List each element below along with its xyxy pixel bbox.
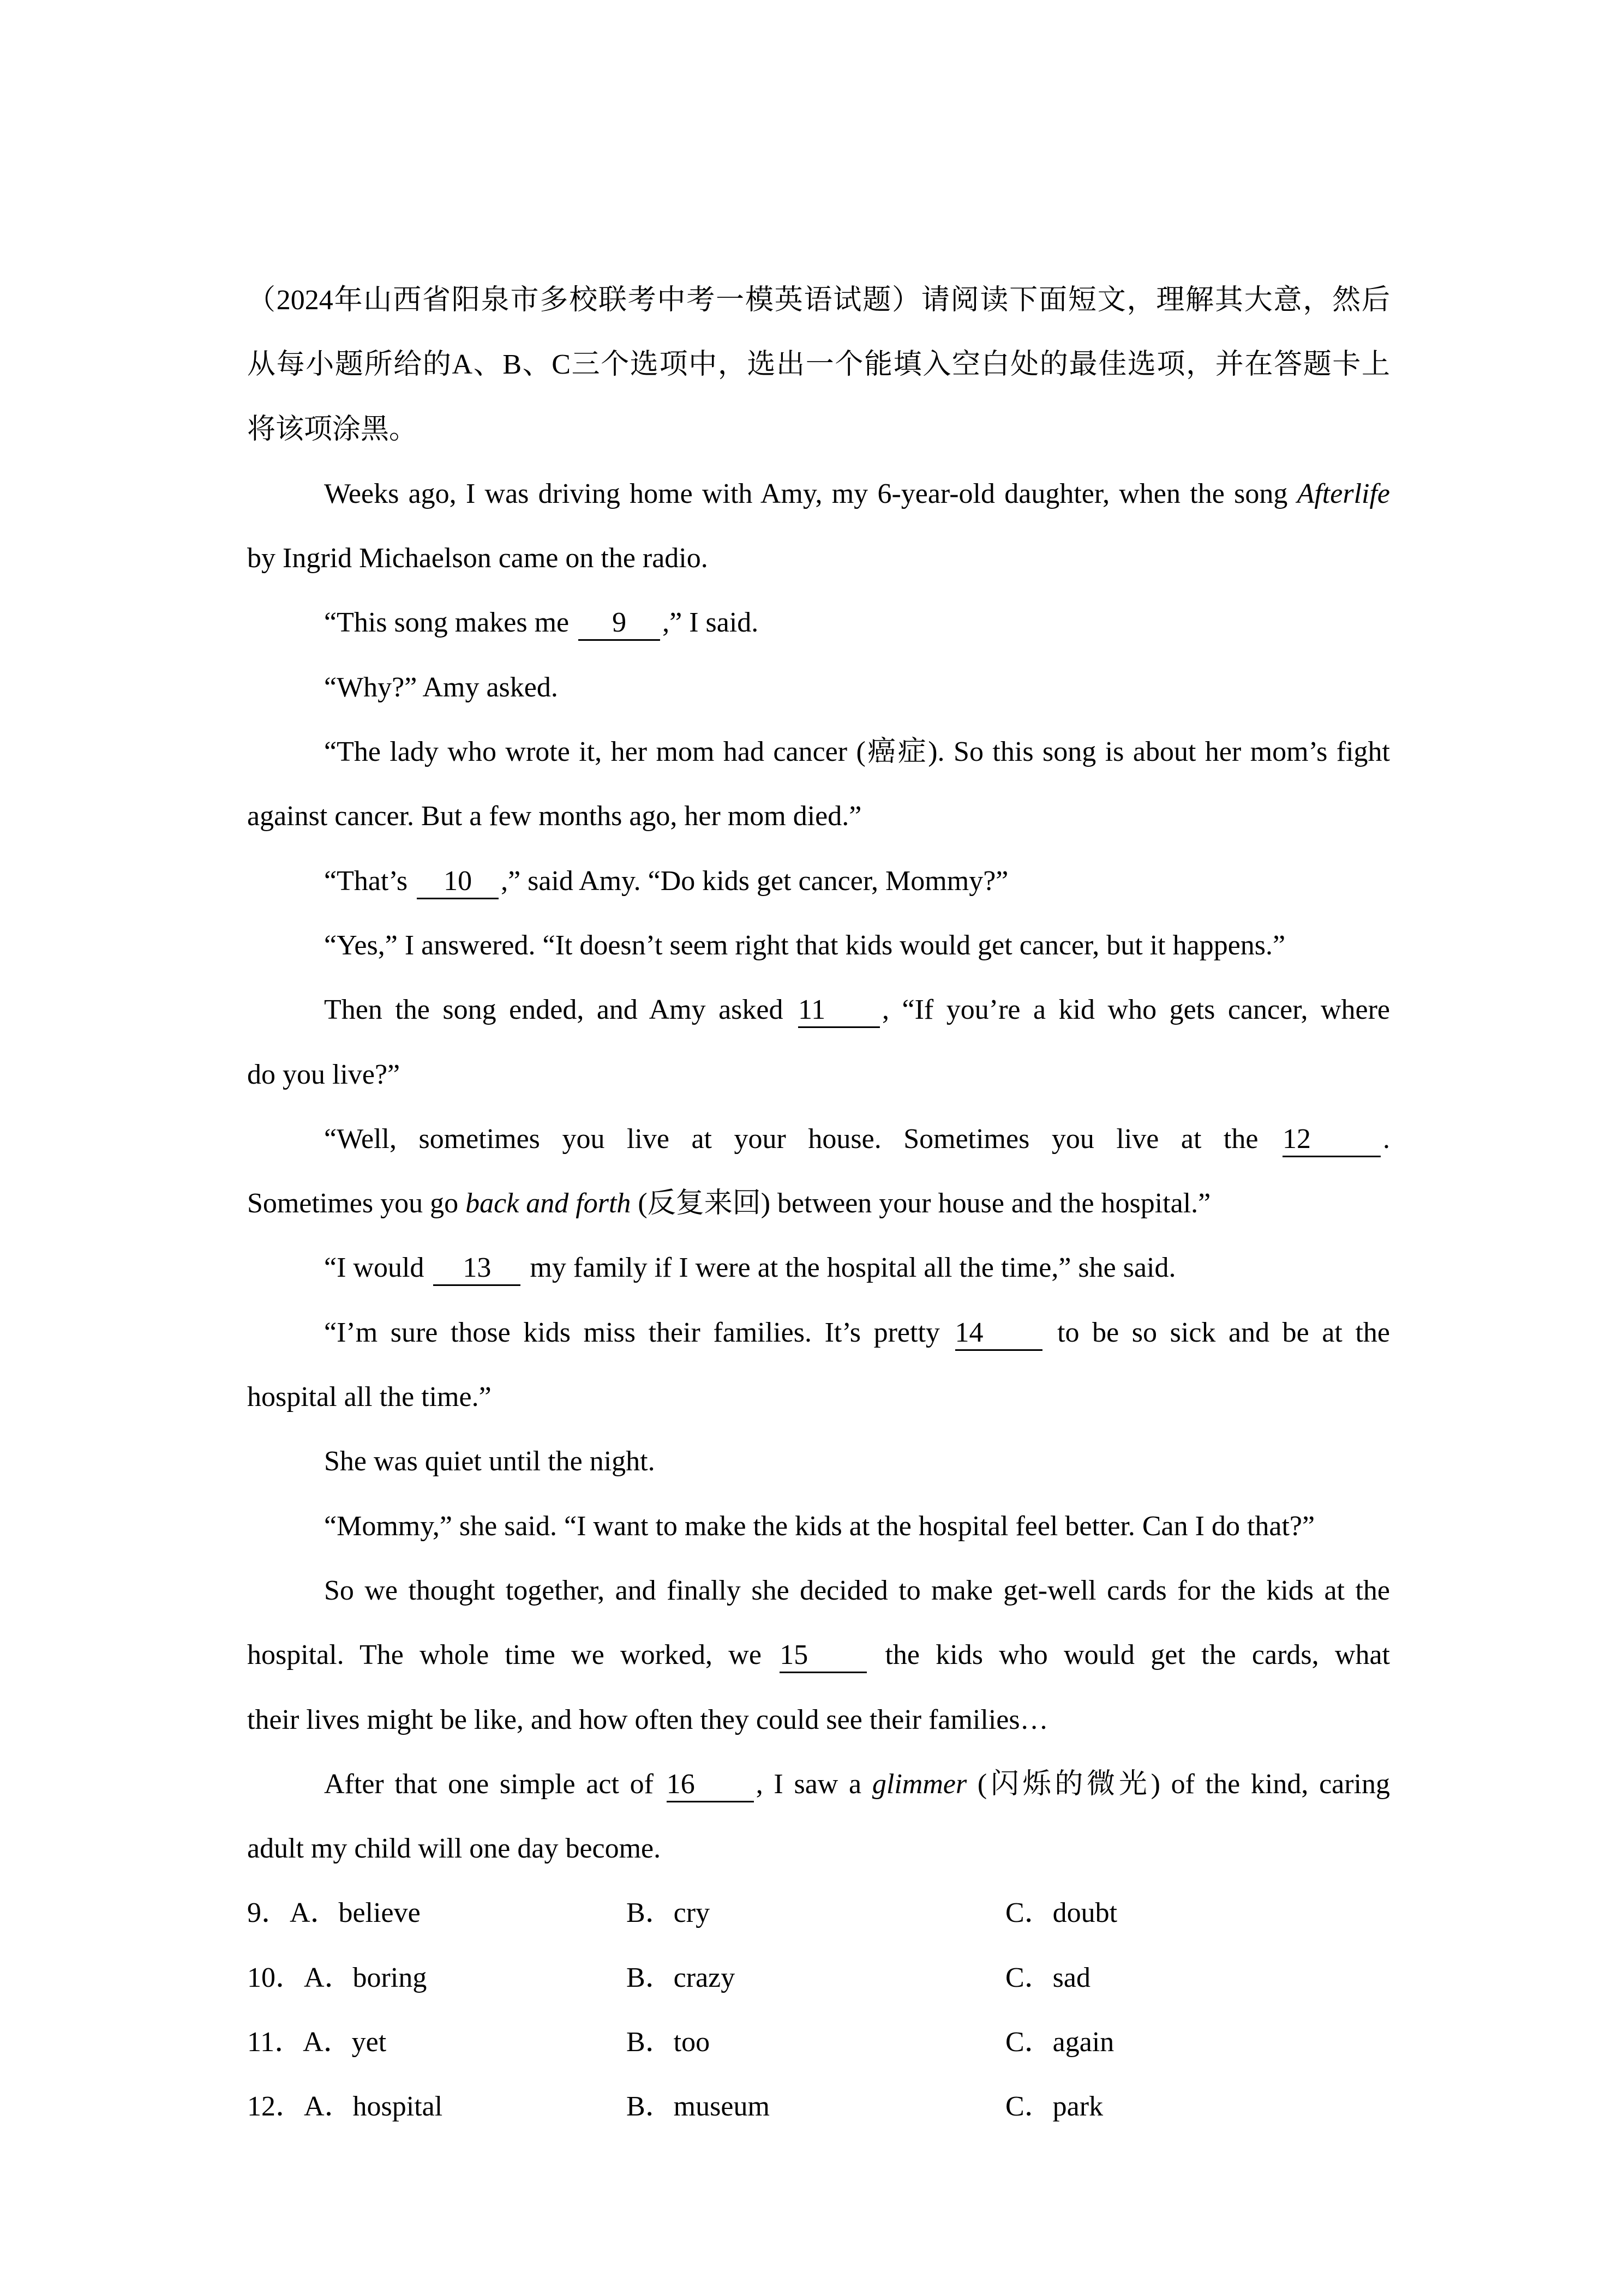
text: . [1383,1123,1390,1155]
text: hospital. The whole time we worked, we [247,1639,778,1671]
option-c[interactable]: C．park [1005,2091,1104,2123]
paragraph-13-line-2 [247,1623,1390,1687]
paragraph-8-line-1 [247,1107,1390,1171]
question-11 [247,2010,1390,2075]
blank-12: 12 [1283,1123,1381,1157]
question-10 [247,1946,1390,2010]
paragraph-8-line-2 [247,1171,1390,1236]
paragraph-6: “Yes,” I answered. “It doesn’t seem right that kids would get cancer, but it happens.” [324,929,1286,961]
paragraph-11: She was quiet until the night. [324,1446,655,1477]
text: After that one simple act of [324,1768,664,1800]
text: , I saw a [756,1768,872,1800]
text: “I’m sure those kids miss their families. It’s pretty [324,1317,953,1348]
text: ,” I said. [662,607,759,639]
option-b[interactable]: B．too [626,2027,710,2058]
blank-15: 15 [780,1639,867,1673]
text: to be so sick and be at the [1044,1317,1390,1348]
text: Sometimes you go [247,1188,466,1219]
option-b[interactable]: B．museum [626,2091,770,2123]
question-12 [247,2075,1390,2139]
text: (反复来回) between your house and the hospital.” [631,1188,1211,1219]
paragraph-2 [247,591,1390,655]
text: Then the song ended, and Amy asked [324,994,796,1026]
option-a[interactable]: 9．A．believe [247,1897,421,1929]
option-b[interactable]: B．cry [626,1897,710,1929]
paragraph-4-line-1: “The lady who wrote it, her mom had cancer (癌症). So this song is about her mom’s fight [324,736,1390,768]
song-title: Afterlife [1297,478,1390,509]
italic-phrase: back and forth [465,1188,631,1219]
text: the kids who would get the cards, what [869,1639,1390,1671]
paragraph-10-line-2: hospital all the time.” [247,1381,492,1413]
paragraph-10-line-1 [247,1301,1390,1365]
text: “This song makes me [324,607,577,639]
text: (闪烁的微光) of the kind, caring [967,1768,1391,1800]
option-c[interactable]: C．sad [1005,1962,1091,1993]
paragraph-7-line-1 [247,978,1390,1042]
instruction-line-3: 将该项涂黑。 [247,413,418,445]
option-a[interactable]: 10．A．boring [247,1962,427,1993]
option-c[interactable]: C．doubt [1005,1897,1118,1929]
blank-11: 11 [798,994,880,1028]
blank-14: 14 [955,1317,1042,1351]
text: , “If you’re a kid who gets cancer, where [882,994,1390,1026]
text: Weeks ago, I was driving home with Amy, my 6-year-old daughter, when the song [324,478,1297,509]
option-c[interactable]: C．again [1005,2027,1114,2058]
paragraph-12: “Mommy,” she said. “I want to make the kids at the hospital feel better. Can I do that?” [324,1510,1315,1542]
paragraph-3: “Why?” Amy asked. [324,671,558,703]
paragraph-13-line-3: their lives might be like, and how often they could see their families… [247,1704,1048,1735]
paragraph-14-line-2: adult my child will one day become. [247,1833,661,1865]
document-page [247,268,1390,2139]
paragraph-14-line-1 [247,1752,1390,1817]
text: “That’s [324,865,415,897]
blank-10: 10 [417,865,499,899]
paragraph-1-line-2: by Ingrid Michaelson came on the radio. [247,543,708,574]
instruction-line-1: （2024年山西省阳泉市多校联考中考一模英语试题）请阅读下面短文，理解其大意，然后 [247,285,1390,316]
text: “I would [324,1252,432,1284]
question-9 [247,1881,1390,1945]
option-a[interactable]: 12．A．hospital [247,2091,443,2123]
text: my family if I were at the hospital all the time,” she said. [523,1252,1176,1284]
paragraph-1-line-1 [247,462,1390,526]
option-a[interactable]: 11．A．yet [247,2027,387,2058]
option-b[interactable]: B．crazy [626,1962,735,1993]
paragraph-9 [247,1236,1390,1300]
blank-16: 16 [667,1768,754,1802]
italic-word: glimmer [872,1768,967,1800]
paragraph-5 [247,849,1390,913]
instruction-line-2: 从每小题所给的A、B、C三个选项中，选出一个能填入空白处的最佳选项，并在答题卡上 [247,349,1390,381]
text: ,” said Amy. “Do kids get cancer, Mommy?” [501,865,1009,897]
text: “Well, sometimes you live at your house. Sometimes you live at the [324,1123,1280,1155]
paragraph-4-line-2: against cancer. But a few months ago, her mom died.” [247,801,862,832]
blank-9: 9 [578,606,660,641]
paragraph-13-line-1: So we thought together, and finally she decided to make get-well cards for the kids at the [324,1574,1390,1606]
paragraph-7-line-2: do you live?” [247,1059,400,1090]
blank-13: 13 [433,1252,520,1286]
